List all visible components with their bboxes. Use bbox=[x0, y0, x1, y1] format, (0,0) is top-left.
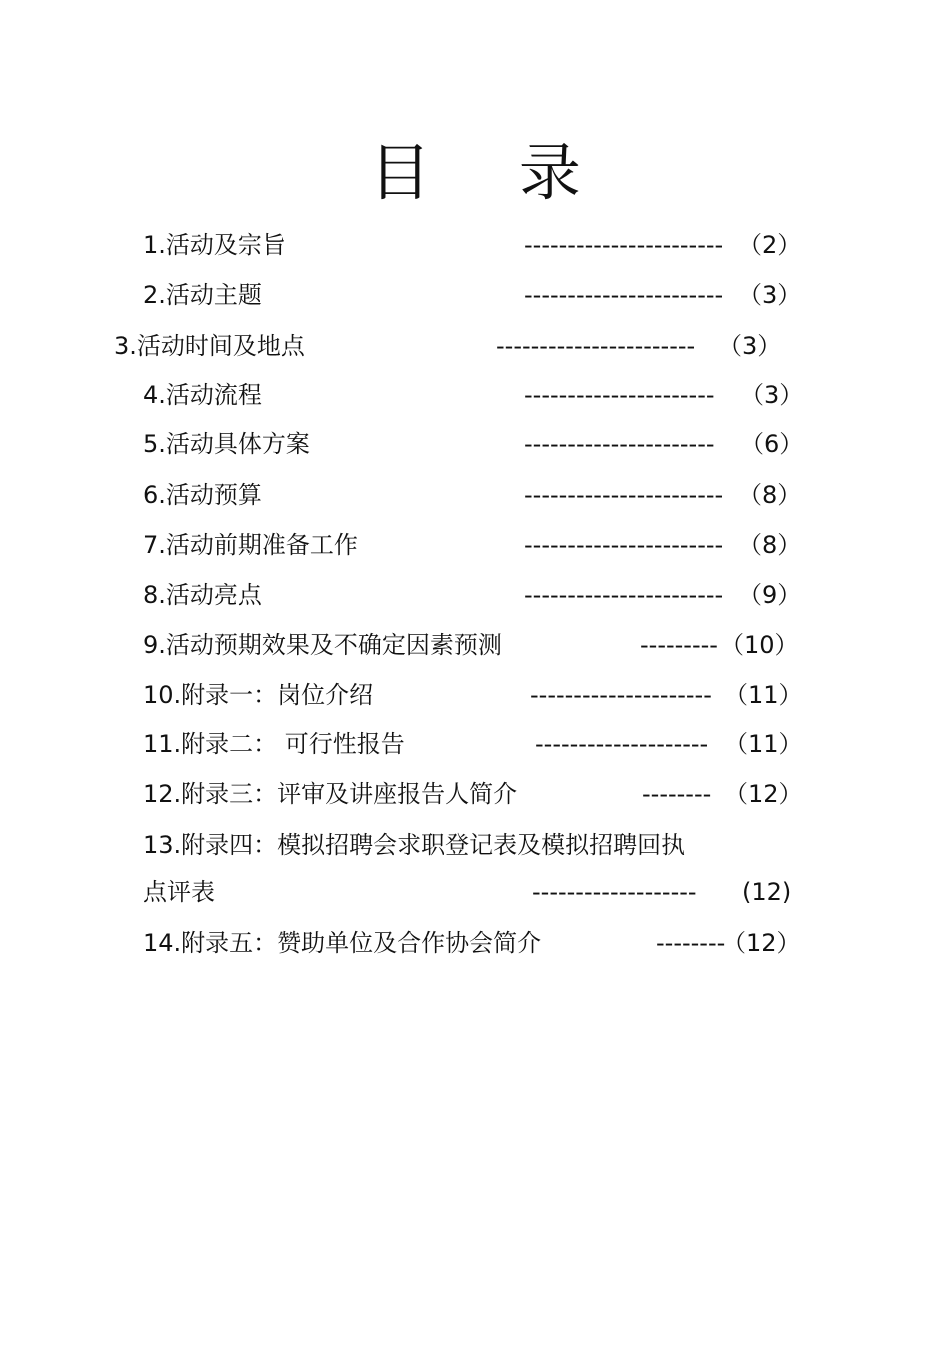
toc-entry-page: （11） bbox=[724, 681, 803, 709]
toc-entry-leader: -------------------- bbox=[535, 730, 709, 758]
toc-entry-page: （11） bbox=[724, 730, 803, 758]
toc-entry-page: （3） bbox=[738, 281, 802, 309]
toc-entry-text: 点评表 bbox=[143, 878, 215, 906]
toc-entry-leader: ----------------------- bbox=[524, 481, 724, 509]
toc-entry-leader: ----------------------- bbox=[524, 581, 724, 609]
toc-entry-leader: ---------------------- bbox=[524, 381, 715, 409]
toc-entry-text: 9.活动预期效果及不确定因素预测 bbox=[143, 631, 502, 659]
toc-entry-page: （12） bbox=[724, 780, 803, 808]
toc-entry-page: （2） bbox=[738, 231, 802, 259]
toc-entry-leader: ----------------------- bbox=[524, 231, 724, 259]
toc-entry-page: （6） bbox=[740, 430, 804, 458]
toc-entry-leader: --------------------- bbox=[530, 681, 712, 709]
toc-entry-leader: ----------------------- bbox=[496, 332, 696, 360]
toc-entry-leader: ----------------------- bbox=[524, 531, 724, 559]
toc-entry-text: 10.附录一：岗位介绍 bbox=[143, 681, 374, 709]
toc-entry-text: 6.活动预算 bbox=[143, 481, 262, 509]
toc-entry-text: 3.活动时间及地点 bbox=[114, 332, 305, 360]
page-title: 目 录 bbox=[369, 136, 615, 209]
toc-entry-leader: ----------------------- bbox=[524, 281, 724, 309]
toc-entry-page: （3） bbox=[718, 332, 782, 360]
toc-entry-page: （10） bbox=[720, 631, 799, 659]
toc-entry-text: 1.活动及宗旨 bbox=[143, 231, 286, 259]
toc-entry-leader: ------------------- bbox=[532, 878, 697, 906]
toc-entry-text: 12.附录三：评审及讲座报告人简介 bbox=[143, 780, 518, 808]
toc-entry-text: 7.活动前期准备工作 bbox=[143, 531, 358, 559]
toc-entry-page: (12) bbox=[742, 878, 792, 906]
toc-entry-text: 14.附录五：赞助单位及合作协会简介 bbox=[143, 929, 542, 957]
toc-entry-text: 13.附录四：模拟招聘会求职登记表及模拟招聘回执 bbox=[143, 831, 686, 859]
toc-entry-text: 4.活动流程 bbox=[143, 381, 262, 409]
toc-entry-text: 11.附录二： 可行性报告 bbox=[143, 730, 405, 758]
toc-entry-leader: -------- bbox=[656, 929, 726, 957]
toc-entry-text: 8.活动亮点 bbox=[143, 581, 262, 609]
toc-entry-page: （3） bbox=[740, 381, 804, 409]
toc-entry-page: （8） bbox=[738, 481, 802, 509]
toc-entry-leader: ---------------------- bbox=[524, 430, 715, 458]
toc-entry-page: （12） bbox=[722, 929, 801, 957]
toc-entry-leader: --------- bbox=[640, 631, 718, 659]
toc-entry-page: （8） bbox=[738, 531, 802, 559]
toc-entry-text: 2.活动主题 bbox=[143, 281, 262, 309]
toc-entry-page: （9） bbox=[738, 581, 802, 609]
toc-entry-leader: -------- bbox=[642, 780, 712, 808]
toc-entry-text: 5.活动具体方案 bbox=[143, 430, 310, 458]
